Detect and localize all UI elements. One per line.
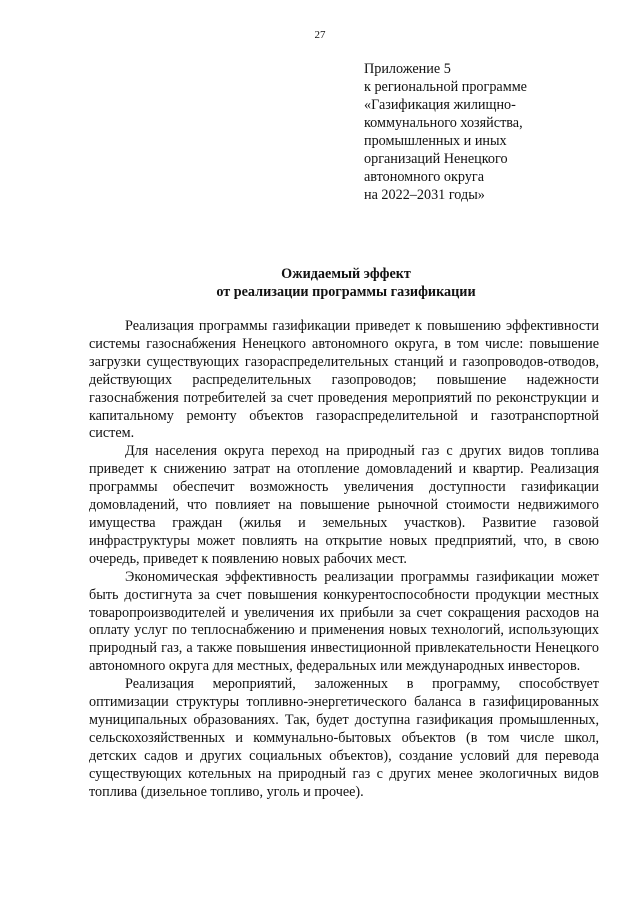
appendix-line: «Газификация жилищно- <box>364 97 516 113</box>
appendix-line: промышленных и иных <box>364 133 507 149</box>
heading-line-1: Ожидаемый эффект <box>281 266 411 282</box>
appendix-line: коммунального хозяйства, <box>364 115 523 131</box>
paragraph: Экономическая эффективность реализации программы газификации может быть достигнута за счет повышения конкурентоспособности продукции местных товаропроизводителей и увеличения их прибыли за счет сокращения расходов на оплату услуг по теплоснабжению и применения новых технологий, использующих природный газ, а также повышения инвестиционной привлекательности Ненецкого автономного округа для местных, федеральных или международных инвесторов. <box>89 568 599 675</box>
heading-line-2: от реализации программы газификации <box>216 284 476 300</box>
appendix-line: автономного округа <box>364 169 485 185</box>
body-text <box>89 318 599 801</box>
page-number: 27 <box>314 29 326 41</box>
appendix-line: организаций Ненецкого <box>364 151 508 167</box>
appendix-header <box>364 60 604 204</box>
paragraph: Для населения округа переход на природный газ с других видов топлива приведет к снижению затрат на отопление домовладений и квартир. Реализация программы обеспечит возможность увеличения доступности газификации домовладений, что повлияет на повышение рыночной стоимости недвижимого имущества граждан (жилья и земельных участков). Развитие газовой инфраструктуры может повлиять на открытие новых предприятий, что, в свою очередь, приведет к появлению новых рабочих мест. <box>89 443 599 567</box>
appendix-line: Приложение 5 <box>364 61 451 77</box>
paragraph: Реализация мероприятий, заложенных в программу, способствует оптимизации структуры топливно-энергетического баланса в газифицированных муниципальных образованиях. Так, будет доступна газификация промышленных, сельскохозяйственных и коммунально-бытовых объектов (в том числе школ, детских садов и других социальных объектов), создание условий для перевода существующих котельных на природный газ с других менее экологичных видов топлива (дизельное топливо, уголь и прочее). <box>89 676 599 800</box>
paragraph: Реализация программы газификации приведет к повышению эффективности системы газоснабжения Ненецкого автономного округа, в том числе: повышение загрузки существующих газораспределительных станций и газопроводов-отводов, действующих распределительных газопроводов; повышение надежности газоснабжения потребителей за счет проведения мероприятий по реконструкции и капитальному ремонту объектов газораспределительной и газотранспортной систем. <box>89 318 599 442</box>
appendix-line: на 2022–2031 годы» <box>364 187 485 203</box>
section-heading <box>86 265 606 301</box>
appendix-line: к региональной программе <box>364 79 527 95</box>
